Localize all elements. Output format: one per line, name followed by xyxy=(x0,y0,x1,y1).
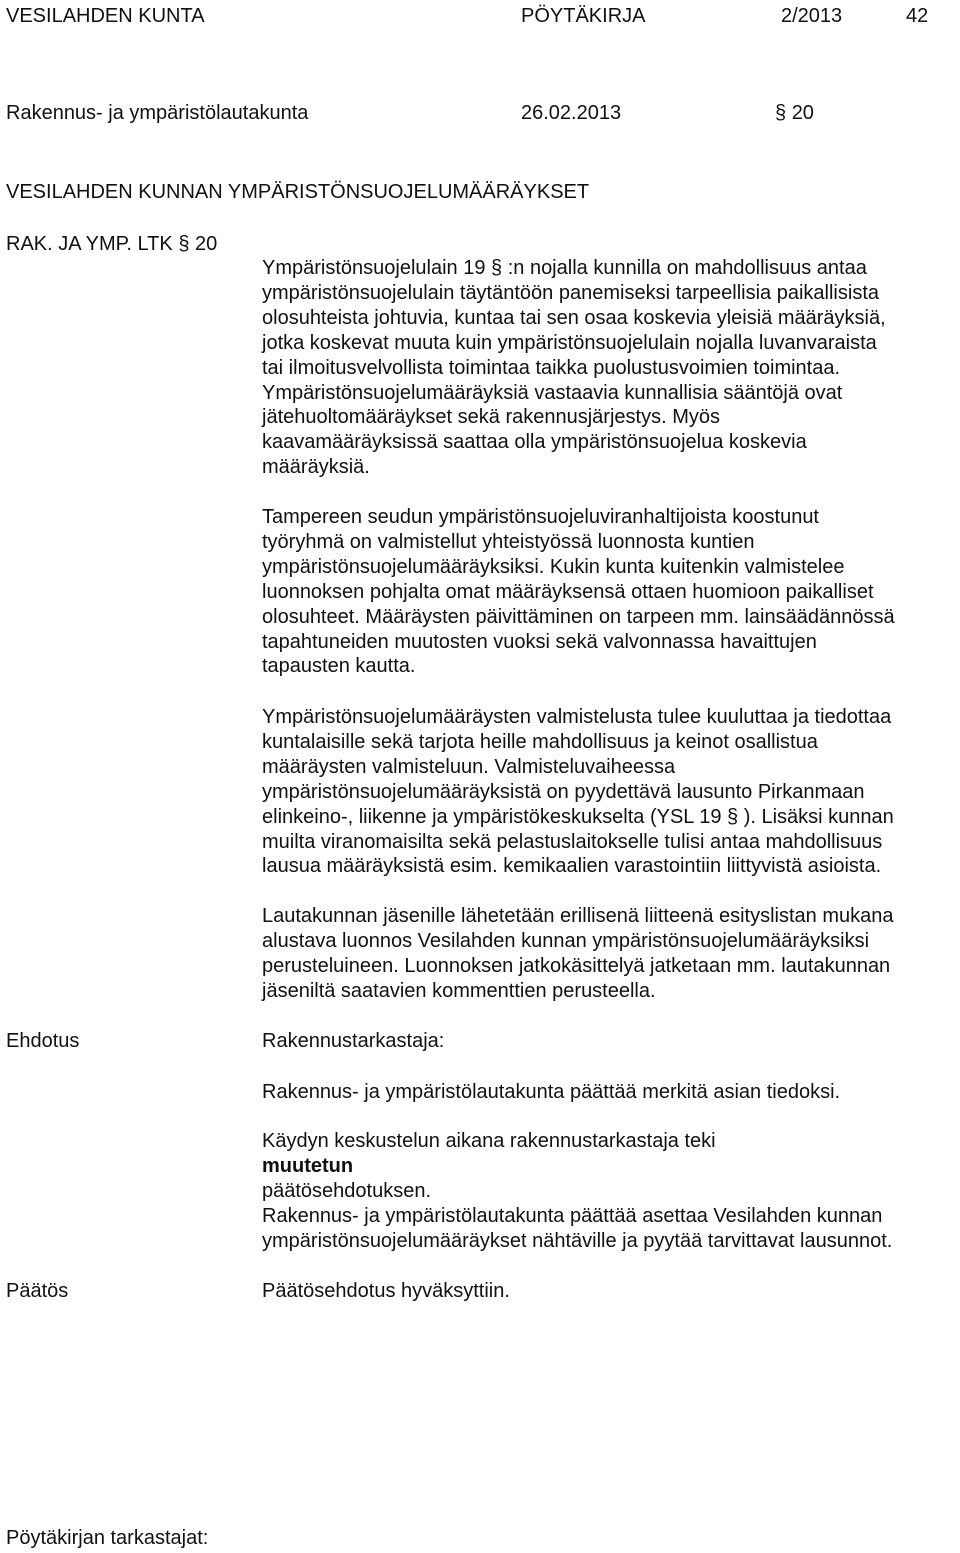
paragraph-line: tapahtuneiden muutosten vuoksi sekä valvonnassa havaittujen xyxy=(262,630,817,653)
paragraph-line: Ympäristönsuojelumääräyksiä vastaavia kunnallisia sääntöjä ovat xyxy=(262,381,843,404)
paragraph-line: jätehuoltomääräykset sekä rakennusjärjestys. Myös xyxy=(262,406,720,429)
paragraph-line: ympäristönsuojelulain täytäntöön panemiseksi tarpeellisia paikallisista xyxy=(262,281,879,304)
decision-text: Päätösehdotus hyväksyttiin. xyxy=(262,1280,510,1302)
reviewers-label: Pöytäkirjan tarkastajat: xyxy=(6,1527,209,1549)
document-type: PÖYTÄKIRJA xyxy=(521,5,646,27)
reference-section-mark: § xyxy=(178,233,190,255)
paragraph-line: määräyksiä. xyxy=(262,456,370,479)
municipality-name: VESILAHDEN KUNTA xyxy=(6,5,205,27)
paragraph-line: olosuhteet. Määräysten päivittäminen on tarpeen mm. lainsäädännössä xyxy=(262,605,895,628)
reference xyxy=(6,232,217,257)
page-number: 42 xyxy=(906,5,929,27)
section-mark: § xyxy=(775,102,787,124)
document-number: 2/2013 xyxy=(781,5,843,27)
discussion-line xyxy=(262,1129,716,1179)
paragraph-line: ympäristönsuojelumääräyksiksi. Kukin kunta kuitenkin valmistelee xyxy=(262,555,845,578)
paragraph-line: muilta viranomaisilta sekä pelastuslaitokselle tulisi antaa mahdollisuus xyxy=(262,830,883,853)
paragraph-line: perusteluineen. Luonnoksen jatkokäsittelyä jatketaan mm. lautakunnan xyxy=(262,954,891,977)
discussion-note xyxy=(262,1129,716,1204)
section-number-value: 20 xyxy=(791,102,814,124)
paragraph-line: Ympäristönsuojelumääräysten valmistelusta tulee kuuluttaa ja tiedottaa xyxy=(262,706,892,728)
revised-line: ympäristönsuojelumääräykset nähtäville ja pyytää tarvittavat lausunnot. xyxy=(262,1229,893,1252)
paragraph-2 xyxy=(262,505,895,679)
discussion-line-2: päätösehdotuksen. xyxy=(262,1179,432,1202)
paragraph-line: elinkeino-, liikenne ja ympäristökeskukselta (YSL 19 § ). Lisäksi kunnan xyxy=(262,805,894,828)
section-number xyxy=(775,101,814,126)
paragraph-line: Tampereen seudun ympäristönsuojeluviranhaltijoista koostunut xyxy=(262,506,819,528)
paragraph-line: tapausten kautta. xyxy=(262,655,416,678)
paragraph-line: ympäristönsuojelumääräyksistä on pyydettävä lausunto Pirkanmaan xyxy=(262,780,865,803)
discussion-prefix: Käydyn keskustelun aikana rakennustarkastaja teki xyxy=(262,1130,716,1152)
paragraph-line: kaavamääräyksissä saattaa olla ympäristönsuojelua koskevia xyxy=(262,431,807,454)
paragraph-line: Ympäristönsuojelulain 19 § :n nojalla kunnilla on mahdollisuus antaa xyxy=(262,257,867,279)
meeting-date: 26.02.2013 xyxy=(521,102,622,124)
paragraph-line: jotka koskevat muuta kuin ympäristönsuojelulain nojalla luvanvaraista xyxy=(262,331,877,354)
document-title: VESILAHDEN KUNNAN YMPÄRISTÖNSUOJELUMÄÄRÄYKSET xyxy=(6,181,590,203)
paragraph-line: Lautakunnan jäsenille lähetetään erillisenä liitteenä esityslistan mukana xyxy=(262,905,894,927)
reference-number: 20 xyxy=(195,233,218,255)
paragraph-line: luonnoksen pohjalta omat määräyksensä ottaen huomioon paikalliset xyxy=(262,580,874,603)
revised-proposal xyxy=(262,1204,892,1254)
committee-name: Rakennus- ja ympäristölautakunta xyxy=(6,102,309,124)
discussion-bold: muutetun xyxy=(262,1154,354,1177)
proposal-label: Ehdotus xyxy=(6,1030,80,1052)
paragraph-line: jäseniltä saatavien kommenttien perusteella. xyxy=(262,979,656,1002)
reference-text: RAK. JA YMP. LTK xyxy=(6,233,173,255)
paragraph-line: alustava luonnos Vesilahden kunnan ympäristönsuojelumääräyksiksi xyxy=(262,929,870,952)
paragraph-line: määräysten valmisteluun. Valmisteluvaiheessa xyxy=(262,755,676,778)
paragraph-3 xyxy=(262,705,894,879)
paragraph-1 xyxy=(262,256,886,480)
proposal-text: Rakennus- ja ympäristölautakunta päättää merkitä asian tiedoksi. xyxy=(262,1081,841,1103)
paragraph-line: lausua määräyksistä esim. kemikaalien varastointiin liittyvistä asioista. xyxy=(262,855,882,878)
paragraph-line: olosuhteista johtuvia, kuntaa tai sen osaa koskevia yleisiä määräyksiä, xyxy=(262,306,886,329)
decision-label: Päätös xyxy=(6,1280,69,1302)
paragraph-line: työryhmä on valmistellut yhteistyössä luonnosta kuntien xyxy=(262,530,755,553)
paragraph-4 xyxy=(262,904,894,1004)
paragraph-line: tai ilmoitusvelvollista toimintaa taikka puolustusvoimien toimintaa. xyxy=(262,356,841,379)
paragraph-line: kuntalaisille sekä tarjota heille mahdollisuus ja keinot osallistua xyxy=(262,730,818,753)
proposer: Rakennustarkastaja: xyxy=(262,1030,445,1052)
revised-line: Rakennus- ja ympäristölautakunta päättää asettaa Vesilahden kunnan xyxy=(262,1205,883,1227)
